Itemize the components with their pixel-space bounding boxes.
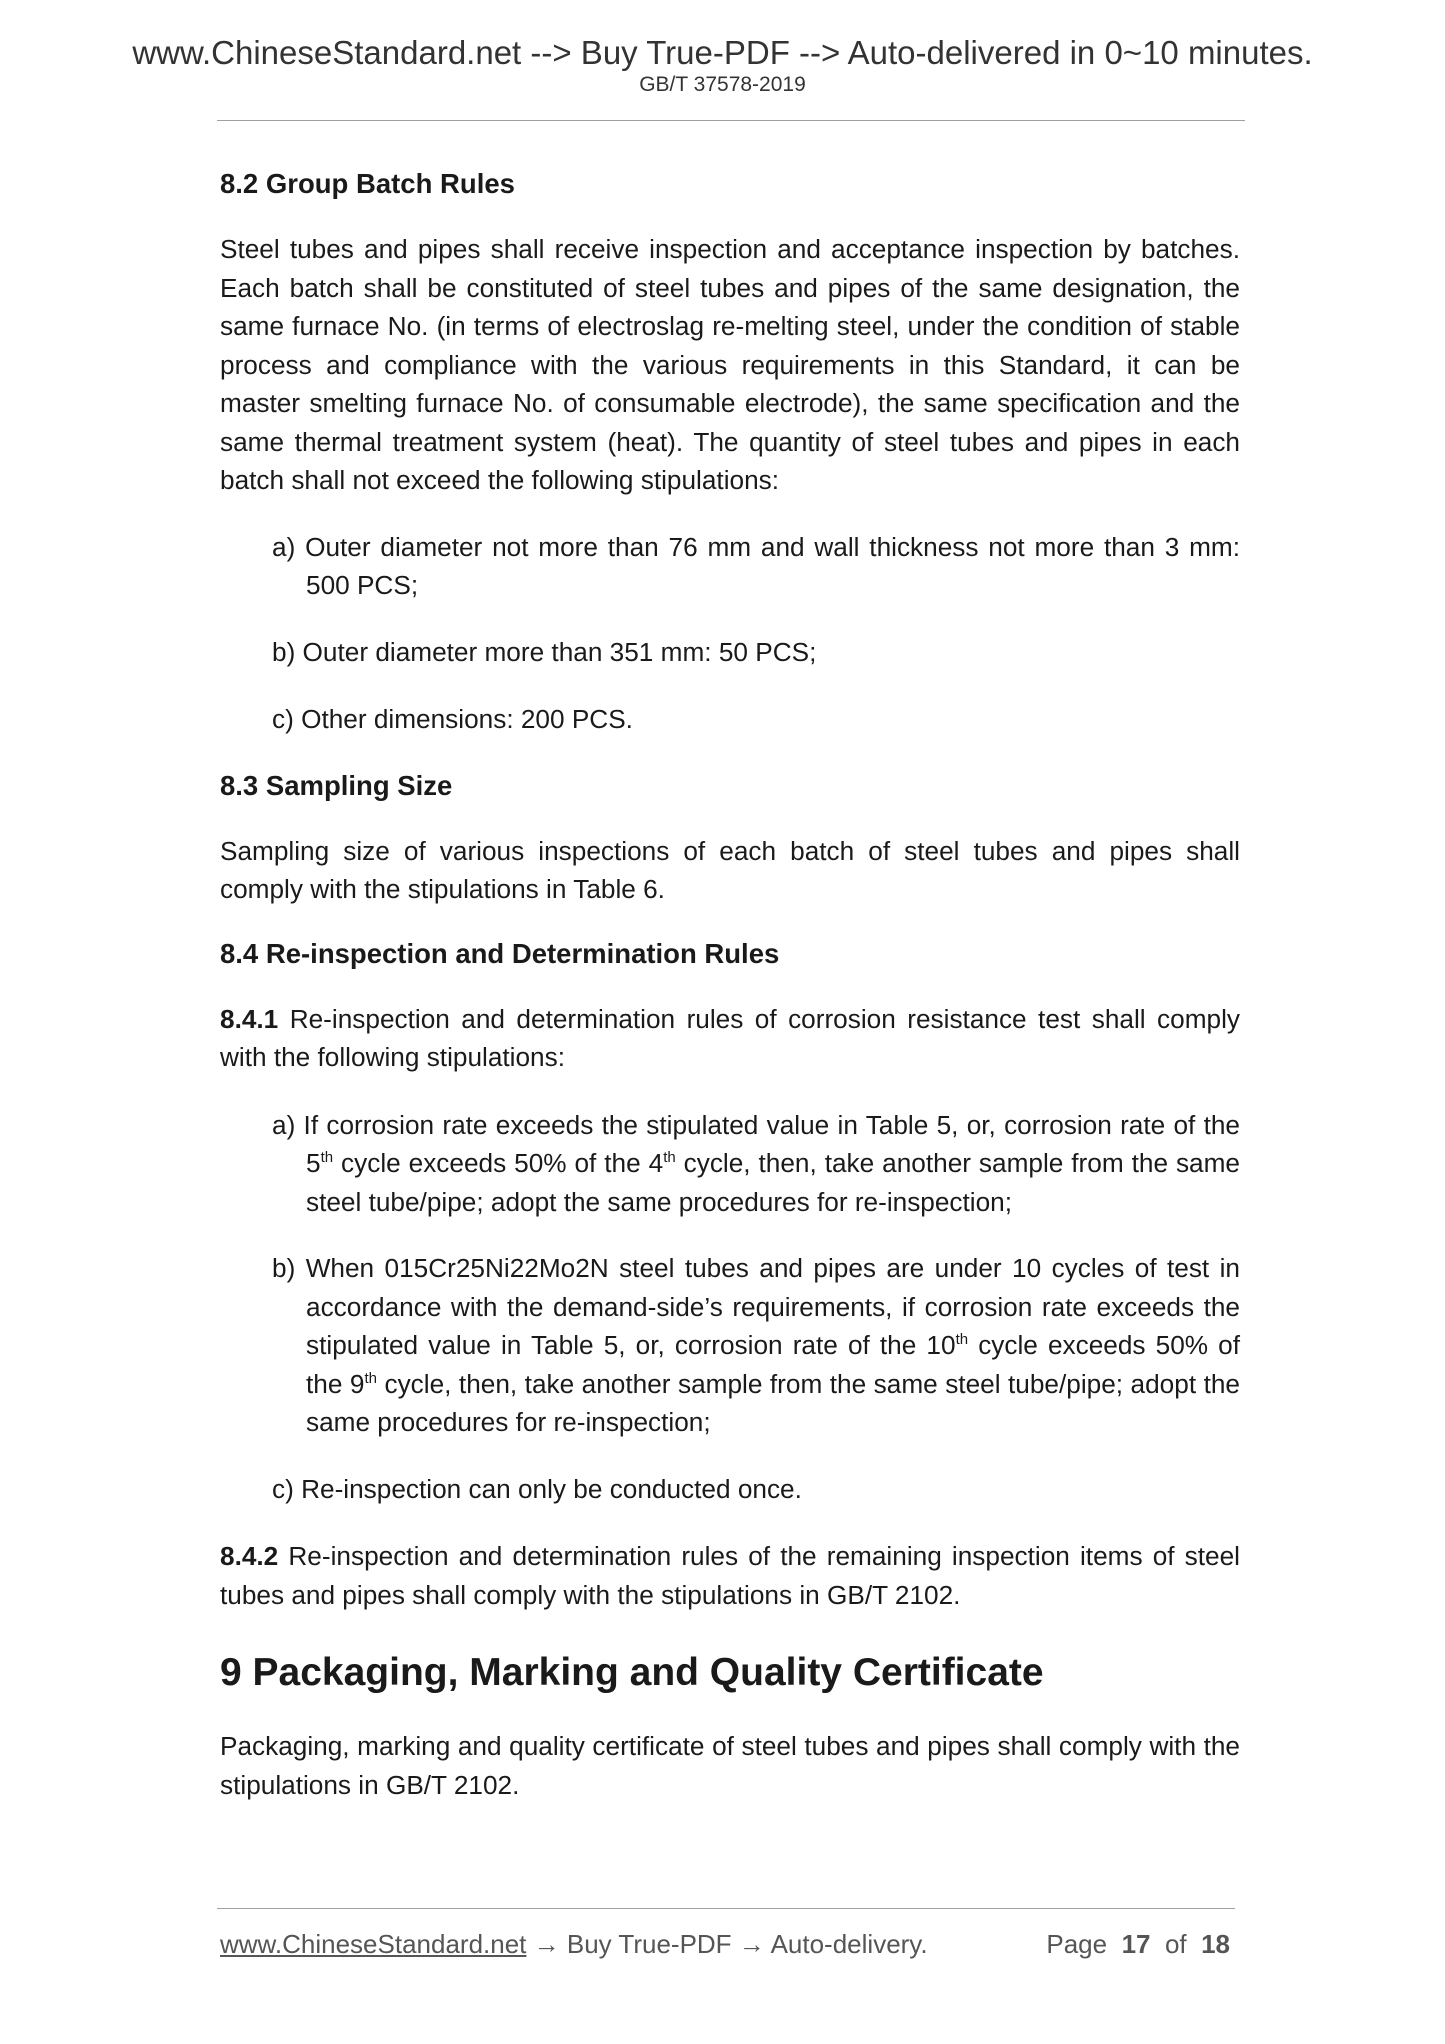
list-item-8-4-1-a: a) If corrosion rate exceeds the stipulated value in Table 5, or, corrosion rate of the 5th cycle exceeds 50% of the 4th cycle, then, take another sample from the same steel tube/pipe; adopt the same procedures for re-inspection; (272, 1109, 1240, 1217)
current-page: 17 (1121, 1929, 1151, 1959)
paragraph-8-2: Steel tubes and pipes shall receive inspection and acceptance inspection by batches. Each batch shall be constituted of steel tubes and pipes of the same designation, the same furnace No. (in terms of electroslag re-melting steel, under the condition of stable process and compliance with the various requirements in this Standard, it can be master smelting furnace No. of consumable electrode), the same specification and the same thermal treatment system (heat). The quantity of steel tubes and pipes in each batch shall not exceed the following stipulations: (220, 234, 1240, 495)
clause-number: 8.4.2 (220, 1541, 279, 1571)
heading-8-2: 8.2 Group Batch Rules (220, 168, 515, 199)
footer-tagline: → Buy True-PDF → Auto-delivery. (526, 1929, 928, 1959)
footer-site-link[interactable]: www.ChineseStandard.net (220, 1929, 527, 1959)
heading-8-3: 8.3 Sampling Size (220, 769, 453, 801)
heading-8-4: 8.4 Re-inspection and Determination Rules (220, 937, 780, 969)
paragraph-9: Packaging, marking and quality certificate of steel tubes and pipes shall comply with the stipulations in GB/T 2102. (220, 1731, 1240, 1800)
list-item-8-4-1-c: c) Re-inspection can only be conducted once. (272, 1473, 802, 1504)
top-banner: www.ChineseStandard.net --> Buy True-PDF --> Auto-delivered in 0~10 minutes. (132, 34, 1313, 71)
clause-text: Re-inspection and determination rules of the remaining inspection items of steel tubes and pipes shall comply with the stipulations in GB/T 2102. (220, 1541, 1240, 1610)
header-divider (217, 120, 1245, 121)
document-id: GB/T 37578-2019 (639, 73, 806, 96)
list-item-8-2-b: b) Outer diameter more than 351 mm: 50 PCS; (272, 636, 817, 667)
chapter-9-heading: 9 Packaging, Marking and Quality Certificate (220, 1651, 1044, 1694)
clause-8-4-2 (220, 1537, 1240, 1614)
clause-number: 8.4.1 (220, 1003, 279, 1034)
footer-divider (217, 1908, 1235, 1909)
clause-text: Re-inspection and determination rules of corrosion resistance test shall comply with the following stipulations: (220, 1003, 1240, 1072)
list-item-8-4-1-b: b) When 015Cr25Ni22Mo2N steel tubes and pipes are under 10 cycles of test in accordance with the demand-side’s requirements, if corrosion rate exceeds the stipulated value in Table 5, or, corrosion rate of the 10th cycle exceeds 50% of the 9th cycle, then, take another sample from the same steel tube/pipe; adopt the same procedures for re-inspection; (272, 1253, 1241, 1437)
page-content (220, 165, 1240, 1804)
paragraph-8-3: Sampling size of various inspections of each batch of steel tubes and pipes shall comply with the stipulations in Table 6. (220, 835, 1240, 904)
footer-left (220, 1925, 928, 1963)
page-indicator: Page 17 of 18 (1046, 1929, 1230, 1959)
list-item-8-2-c: c) Other dimensions: 200 PCS. (272, 704, 633, 734)
list-item-8-2-a: a) Outer diameter not more than 76 mm and wall thickness not more than 3 mm: 500 PCS; (272, 531, 1240, 600)
clause-8-4-1 (220, 1000, 1240, 1077)
total-pages: 18 (1201, 1929, 1230, 1959)
